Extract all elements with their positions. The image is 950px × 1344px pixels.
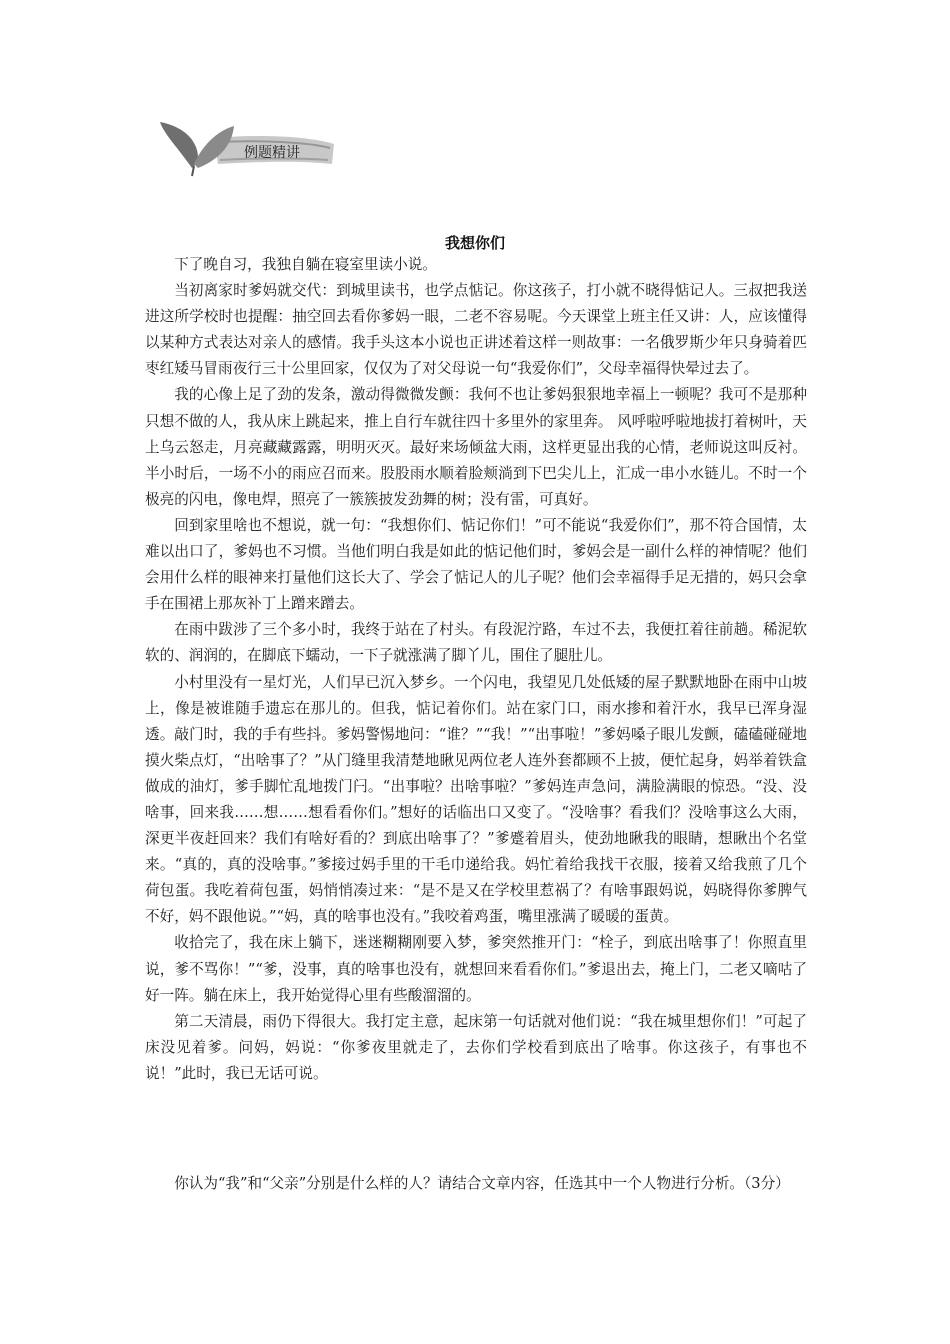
story-title: 我想你们	[444, 234, 505, 252]
section-header-label: 例题精讲	[244, 145, 300, 161]
story-paragraph: 当初离家时爹妈就交代：到城里读书，也学点惦记。你这孩子，打小就不晓得惦记人。三叔把我送进这所学校时也提醒：抽空回去看你爹妈一眼，二老不容易呢。今天课堂上班主任又讲：人，应该懂得以某种方式表达对亲人的感情。我手头这本小说也正讲述着这样一则故事：一名俄罗斯少年只身骑着匹枣红矮马冒雨夜行三十公里回家，仅仅为了对父母说一句“我爱你们”，父母幸福得快晕过去了。	[145, 282, 807, 378]
story-paragraph: 我的心像上足了劲的发条，激动得微微发颤：我何不也让爹妈狠狠地幸福上一顿呢？我可不是那种只想不做的人，我从床上跳起来，推上自行车就往四十多里外的家里奔。 风呼啦呼啦地拔打着树叶，天上乌云怒走，月亮藏藏露露，明明灭灭。最好来场倾盆大雨，这样更显出我的心情，老师说这叫反衬。半小时后，一场不小的雨应召而来。股股雨水顺着脸颊淌到下巴尖儿上，汇成一串小水链儿。不时一个极亮的闪电，像电焊，照亮了一簇簇披发劲舞的树；没有雷，可真好。	[145, 386, 807, 508]
question-block	[145, 1171, 807, 1197]
story-paragraph: 下了晚自习，我独自躺在寝室里读小说。	[174, 256, 437, 273]
section-header-banner	[158, 118, 338, 182]
story-paragraph: 小村里没有一星灯光，人们早已沉入梦乡。一个闪电，我望见几处低矮的屋子默默地卧在雨中山坡上，像是被谁随手遗忘在那儿的。但我，惦记着你们。站在家门口，雨水掺和着汗水，我早已浑身湿透。敲门时，我的手有些抖。爹妈警惕地问：“谁？”“我！”“出事啦！”爹妈嗓子眼儿发颤，磕磕碰碰地摸火柴点灯，“出啥事了？”从门缝里我清楚地瞅见两位老人连外套都顾不上披，便忙起身，妈举着铁盒做成的油灯，爹手脚忙乱地拨门闩。“出事啦？出啥事啦？”爹妈连声急问，满脸满眼的惊恐。“没、没啥事，回来我……想……想看看你们。”想好的话临出口又变了。“没啥事？看我们？没啥事这么大雨，深更半夜赶回来？我们有啥好看的？到底出啥事了？”爹蹙着眉头，使劲地瞅我的眼睛，想瞅出个名堂来。“真的，真的没啥事。”爹接过妈手里的干毛巾递给我。妈忙着给我找干衣服，接着又给我煎了几个荷包蛋。我吃着荷包蛋，妈悄悄凑过来：“是不是又在学校里惹祸了？有啥事跟妈说，妈晓得你爹脾气不好，妈不跟他说。”“妈，真的啥事也没有。”我咬着鸡蛋，嘴里涨满了暖暖的蛋黄。	[145, 673, 807, 926]
story-paragraph: 在雨中跋涉了三个多小时，我终于站在了村头。有段泥泞路，车过不去，我便扛着往前趟。稀泥软软的、润润的，在脚底下蠕动，一下子就涨满了脚丫儿，围住了腿肚儿。	[145, 621, 807, 665]
story-paragraph: 收拾完了，我在床上躺下，迷迷糊糊刚要入梦，爹突然推开门：“栓子，到底出啥事了！你照直里说，爹不骂你！”“爹，没事，真的啥事也没有，就想回来看看你们。”爹退出去，掩上门，二老又嘀咕了好一阵。躺在床上，我开始觉得心里有些酸溜溜的。	[145, 934, 807, 1004]
story-paragraph: 回到家里啥也不想说，就一句：“我想你们、惦记你们！”可不能说“我爱你们”，那不符合国情，太难以出口了，爹妈也不习惯。当他们明白我是如此的惦记他们时，爹妈会是一副什么样的神情呢？他们会用什么样的眼神来打量他们这长大了、学会了惦记人的儿子呢？他们会幸福得手足无措的，妈只会拿手在围裙上那灰补丁上蹭来蹭去。	[145, 516, 807, 613]
question-text: 你认为“我”和“父亲”分别是什么样的人？请结合文章内容，任选其中一个人物进行分析。（3分）	[174, 1175, 790, 1192]
story-paragraph: 第二天清晨，雨仍下得很大。我打定主意，起床第一句话就对他们说：“我在城里想你们！”可起了床没见着爹。问妈，妈说：“你爹夜里就走了，去你们学校看到底出了啥事。你这孩子，有事也不说！”此时，我已无话可说。	[145, 1012, 807, 1082]
story-body	[145, 252, 807, 1087]
